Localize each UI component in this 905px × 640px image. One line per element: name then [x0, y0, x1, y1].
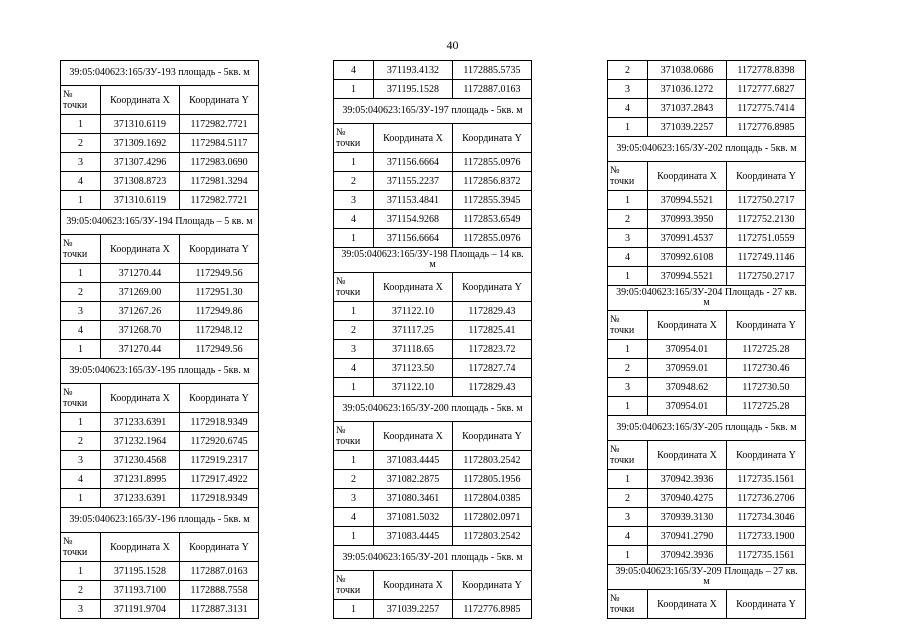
point-number-header: № точки: [334, 124, 374, 153]
table-row: [608, 546, 806, 565]
table-row: [61, 432, 259, 451]
coordinate-y: 1172949.86: [180, 302, 259, 321]
table-row: [61, 581, 259, 600]
coordinate-y: 1172920.6745: [180, 432, 259, 451]
coordinate-y: 1172829.43: [453, 302, 532, 321]
table-header-row: [334, 571, 532, 600]
coordinate-x: 371083.4445: [374, 527, 453, 546]
coordinate-y: 1172777.6827: [727, 80, 806, 99]
table-header-row: [334, 422, 532, 451]
coordinate-x: 371230.4568: [101, 451, 180, 470]
coordinate-y: 1172778.8398: [727, 61, 806, 80]
coordinate-x: 370942.3936: [648, 546, 727, 565]
coordinate-y: 1172775.7414: [727, 99, 806, 118]
coordinate-x-header: Координата X: [648, 162, 727, 191]
coordinate-y: 1172733.1900: [727, 527, 806, 546]
table-row: [61, 470, 259, 489]
coordinate-x: 371156.6664: [374, 153, 453, 172]
coordinate-x: 371118.65: [374, 340, 453, 359]
coordinate-x: 370993.3950: [648, 210, 727, 229]
parcel-caption: 39:05:040623:165/ЗУ-205 площадь - 5кв. м: [608, 416, 806, 441]
coordinate-y: 1172888.7558: [180, 581, 259, 600]
coordinate-y: 1172917.4922: [180, 470, 259, 489]
point-number: 1: [61, 562, 101, 581]
table-row: [608, 397, 806, 416]
table-header-row: [61, 235, 259, 264]
point-number: 3: [608, 508, 648, 527]
point-number: 3: [608, 80, 648, 99]
coordinate-x-header: Координата X: [374, 124, 453, 153]
coordinate-y-header: Координата Y: [180, 533, 259, 562]
table-row: [334, 489, 532, 508]
coordinate-x-header: Координата X: [648, 441, 727, 470]
parcel-caption-row: [61, 210, 259, 235]
parcel-caption: 39:05:040623:165/ЗУ-196 площадь - 5кв. м: [61, 508, 259, 533]
parcel-caption: 39:05:040623:165/ЗУ-200 площадь - 5кв. м: [334, 397, 532, 422]
point-number: 1: [608, 118, 648, 137]
coordinate-x: 371195.1528: [101, 562, 180, 581]
table-header-row: [61, 533, 259, 562]
parcel-caption-row: [608, 286, 806, 311]
point-number: 1: [608, 267, 648, 286]
coordinate-x: 371193.7100: [101, 581, 180, 600]
coordinate-x: 371231.8995: [101, 470, 180, 489]
point-number-header: № точки: [61, 86, 101, 115]
table-row: [608, 267, 806, 286]
point-number-header: № точки: [61, 533, 101, 562]
coordinates-column-1: [60, 60, 258, 619]
point-number-header: № точки: [334, 273, 374, 302]
coordinate-x-header: Координата X: [101, 533, 180, 562]
coordinate-x: 371308.8723: [101, 172, 180, 191]
point-number: 1: [334, 302, 374, 321]
coordinate-y: 1172735.1561: [727, 470, 806, 489]
coordinate-y: 1172949.56: [180, 264, 259, 283]
point-number: 1: [334, 451, 374, 470]
coordinates-column-2: [333, 60, 531, 619]
table-row: [334, 302, 532, 321]
coordinate-x: 371122.10: [374, 302, 453, 321]
table-row: [61, 413, 259, 432]
point-number: 2: [61, 283, 101, 302]
coordinate-y: 1172751.0559: [727, 229, 806, 248]
coordinate-y: 1172885.5735: [453, 61, 532, 80]
parcel-caption-row: [334, 397, 532, 422]
coordinate-x: 371038.0686: [648, 61, 727, 80]
table-row: [334, 508, 532, 527]
coordinate-y: 1172856.8372: [453, 172, 532, 191]
point-number: 1: [334, 80, 374, 99]
table-row: [61, 115, 259, 134]
coordinate-y: 1172725.28: [727, 397, 806, 416]
table-row: [334, 527, 532, 546]
coordinate-x-header: Координата X: [101, 235, 180, 264]
point-number: 4: [61, 321, 101, 340]
point-number: 4: [334, 508, 374, 527]
table-row: [61, 172, 259, 191]
coordinate-x: 371122.10: [374, 378, 453, 397]
coordinate-y: 1172984.5117: [180, 134, 259, 153]
coordinate-x: 371310.6119: [101, 115, 180, 134]
coordinate-y: 1172855.0976: [453, 153, 532, 172]
point-number-header: № точки: [334, 571, 374, 600]
coordinate-y: 1172981.3294: [180, 172, 259, 191]
coordinate-x: 371153.4841: [374, 191, 453, 210]
parcel-caption-row: [334, 99, 532, 124]
point-number: 1: [61, 264, 101, 283]
coordinate-x: 371309.1692: [101, 134, 180, 153]
point-number: 4: [334, 359, 374, 378]
coordinate-x: 371117.25: [374, 321, 453, 340]
table-row: [61, 340, 259, 359]
point-number-header: № точки: [608, 441, 648, 470]
coordinate-y-header: Координата Y: [727, 590, 806, 619]
coordinate-y-header: Координата Y: [727, 441, 806, 470]
coordinate-x: 371270.44: [101, 340, 180, 359]
point-number: 1: [608, 470, 648, 489]
table-row: [334, 600, 532, 619]
point-number: 1: [61, 115, 101, 134]
point-number: 4: [608, 248, 648, 267]
coordinate-y: 1172887.3131: [180, 600, 259, 619]
point-number: 1: [608, 546, 648, 565]
table-row: [608, 118, 806, 137]
coordinate-y: 1172948.12: [180, 321, 259, 340]
table-header-row: [334, 124, 532, 153]
coordinate-y: 1172918.9349: [180, 413, 259, 432]
table-row: [334, 61, 532, 80]
coordinate-y-header: Координата Y: [453, 124, 532, 153]
point-number: 2: [608, 359, 648, 378]
point-number: 4: [61, 172, 101, 191]
table-row: [608, 248, 806, 267]
coordinate-x: 371232.1964: [101, 432, 180, 451]
coordinate-y: 1172734.3046: [727, 508, 806, 527]
table-row: [334, 229, 532, 248]
point-number: 1: [334, 527, 374, 546]
coordinate-x: 371083.4445: [374, 451, 453, 470]
point-number-header: № точки: [61, 235, 101, 264]
coordinate-y: 1172827.74: [453, 359, 532, 378]
point-number: 1: [334, 378, 374, 397]
point-number: 1: [61, 489, 101, 508]
parcel-caption-row: [608, 416, 806, 441]
table-row: [334, 153, 532, 172]
coordinates-table: [60, 60, 259, 619]
coordinate-y-header: Координата Y: [727, 162, 806, 191]
table-header-row: [608, 162, 806, 191]
table-header-row: [61, 86, 259, 115]
coordinate-y: 1172750.2717: [727, 267, 806, 286]
coordinate-y-header: Координата Y: [180, 86, 259, 115]
point-number-header: № точки: [334, 422, 374, 451]
coordinate-x: 371154.9268: [374, 210, 453, 229]
point-number: 3: [334, 489, 374, 508]
point-number: 1: [334, 153, 374, 172]
table-row: [334, 470, 532, 489]
point-number: 1: [608, 191, 648, 210]
table-row: [61, 562, 259, 581]
coordinate-x: 370948.62: [648, 378, 727, 397]
coordinate-x: 371039.2257: [648, 118, 727, 137]
page-number: 40: [446, 38, 459, 52]
point-number: 2: [608, 210, 648, 229]
coordinate-y: 1172803.2542: [453, 451, 532, 470]
parcel-caption: 39:05:040623:165/ЗУ-198 Площадь – 14 кв. м: [334, 248, 532, 273]
coordinate-y: 1172776.8985: [727, 118, 806, 137]
coordinate-y-header: Координата Y: [180, 235, 259, 264]
table-row: [608, 508, 806, 527]
coordinates-table: [607, 60, 806, 619]
coordinate-x-header: Координата X: [648, 590, 727, 619]
coordinates-column-3: [607, 60, 805, 619]
point-number: 3: [334, 191, 374, 210]
coordinate-y: 1172949.56: [180, 340, 259, 359]
coordinate-y: 1172887.0163: [453, 80, 532, 99]
point-number: 3: [608, 229, 648, 248]
point-number: 3: [608, 378, 648, 397]
coordinate-y: 1172735.1561: [727, 546, 806, 565]
coordinate-y: 1172749.1146: [727, 248, 806, 267]
coordinate-y: 1172983.0690: [180, 153, 259, 172]
coordinate-x-header: Координата X: [374, 273, 453, 302]
table-row: [608, 527, 806, 546]
coordinate-x: 370954.01: [648, 397, 727, 416]
parcel-caption-row: [334, 546, 532, 571]
table-header-row: [608, 311, 806, 340]
parcel-caption-row: [608, 565, 806, 590]
parcel-caption: 39:05:040623:165/ЗУ-194 Площадь – 5 кв. м: [61, 210, 259, 235]
point-number: 3: [61, 600, 101, 619]
coordinate-x: 370994.5521: [648, 191, 727, 210]
table-row: [334, 451, 532, 470]
point-number: 1: [334, 229, 374, 248]
table-row: [608, 489, 806, 508]
coordinate-y: 1172804.0385: [453, 489, 532, 508]
point-number-header: № точки: [608, 590, 648, 619]
table-row: [608, 80, 806, 99]
table-row: [61, 600, 259, 619]
coordinate-x: 371082.2875: [374, 470, 453, 489]
point-number: 2: [61, 581, 101, 600]
point-number-header: № точки: [61, 384, 101, 413]
coordinate-y: 1172919.2317: [180, 451, 259, 470]
parcel-caption-row: [334, 248, 532, 273]
coordinate-y: 1172829.43: [453, 378, 532, 397]
coordinate-y-header: Координата Y: [727, 311, 806, 340]
coordinate-y: 1172750.2717: [727, 191, 806, 210]
coordinate-x: 371123.50: [374, 359, 453, 378]
coordinate-x: 371268.70: [101, 321, 180, 340]
coordinate-y: 1172982.7721: [180, 191, 259, 210]
table-row: [608, 340, 806, 359]
parcel-caption: 39:05:040623:165/ЗУ-201 площадь - 5кв. м: [334, 546, 532, 571]
coordinate-x-header: Координата X: [101, 384, 180, 413]
coordinate-x: 370992.6108: [648, 248, 727, 267]
point-number: 4: [334, 61, 374, 80]
coordinate-x-header: Координата X: [374, 422, 453, 451]
coordinate-y: 1172725.28: [727, 340, 806, 359]
coordinate-x-header: Координата X: [101, 86, 180, 115]
coordinate-x: 370954.01: [648, 340, 727, 359]
coordinate-x: 371233.6391: [101, 413, 180, 432]
point-number: 1: [608, 397, 648, 416]
coordinate-x: 371310.6119: [101, 191, 180, 210]
coordinate-x: 371036.1272: [648, 80, 727, 99]
coordinate-x: 370942.3936: [648, 470, 727, 489]
parcel-caption: 39:05:040623:165/ЗУ-195 площадь - 5кв. м: [61, 359, 259, 384]
point-number: 3: [61, 302, 101, 321]
point-number-header: № точки: [608, 162, 648, 191]
coordinate-y: 1172823.72: [453, 340, 532, 359]
coordinate-y: 1172805.1956: [453, 470, 532, 489]
parcel-caption: 39:05:040623:165/ЗУ-209 Площадь – 27 кв. м: [608, 565, 806, 590]
table-row: [61, 283, 259, 302]
table-row: [334, 359, 532, 378]
point-number: 4: [608, 527, 648, 546]
coordinate-y: 1172730.46: [727, 359, 806, 378]
table-row: [61, 153, 259, 172]
coordinate-x: 371191.9704: [101, 600, 180, 619]
point-number: 1: [61, 413, 101, 432]
table-row: [608, 99, 806, 118]
coordinate-y: 1172803.2542: [453, 527, 532, 546]
coordinate-x-header: Координата X: [374, 571, 453, 600]
coordinate-y: 1172802.0971: [453, 508, 532, 527]
point-number: 2: [61, 134, 101, 153]
coordinate-x: 371270.44: [101, 264, 180, 283]
parcel-caption-row: [61, 359, 259, 384]
coordinate-y: 1172730.50: [727, 378, 806, 397]
coordinate-y: 1172752.2130: [727, 210, 806, 229]
table-row: [334, 378, 532, 397]
coordinate-y: 1172776.8985: [453, 600, 532, 619]
coordinate-x: 371233.6391: [101, 489, 180, 508]
coordinate-y: 1172887.0163: [180, 562, 259, 581]
point-number: 2: [334, 321, 374, 340]
parcel-caption: 39:05:040623:165/ЗУ-193 площадь - 5кв. м: [61, 61, 259, 86]
coordinate-x: 371267.26: [101, 302, 180, 321]
coordinate-y: 1172853.6549: [453, 210, 532, 229]
coordinate-x: 371081.5032: [374, 508, 453, 527]
point-number: 1: [608, 340, 648, 359]
table-row: [61, 489, 259, 508]
coordinates-table: [333, 60, 532, 619]
point-number: 4: [61, 470, 101, 489]
point-number: 1: [61, 191, 101, 210]
table-row: [61, 302, 259, 321]
parcel-caption: 39:05:040623:165/ЗУ-204 Площадь - 27 кв. м: [608, 286, 806, 311]
table-row: [608, 61, 806, 80]
point-number: 1: [61, 340, 101, 359]
coordinate-x: 370940.4275: [648, 489, 727, 508]
point-number: 4: [608, 99, 648, 118]
table-row: [334, 172, 532, 191]
coordinate-y-header: Координата Y: [180, 384, 259, 413]
coordinate-x: 371195.1528: [374, 80, 453, 99]
coordinate-x: 371039.2257: [374, 600, 453, 619]
table-row: [608, 470, 806, 489]
coordinate-x: 371037.2843: [648, 99, 727, 118]
point-number: 2: [608, 61, 648, 80]
coordinate-y-header: Координата Y: [453, 422, 532, 451]
point-number: 3: [61, 153, 101, 172]
table-row: [61, 321, 259, 340]
table-row: [608, 191, 806, 210]
coordinate-x: 370959.01: [648, 359, 727, 378]
coordinate-y: 1172736.2706: [727, 489, 806, 508]
table-row: [608, 378, 806, 397]
point-number: 4: [334, 210, 374, 229]
coordinate-x: 371307.4296: [101, 153, 180, 172]
coordinate-x-header: Координата X: [648, 311, 727, 340]
coordinate-x: 371080.3461: [374, 489, 453, 508]
coordinate-x: 371156.6664: [374, 229, 453, 248]
table-row: [61, 191, 259, 210]
coordinate-y: 1172855.0976: [453, 229, 532, 248]
table-row: [61, 134, 259, 153]
table-header-row: [608, 590, 806, 619]
parcel-caption-row: [61, 508, 259, 533]
point-number: 2: [61, 432, 101, 451]
table-row: [608, 210, 806, 229]
coordinate-x: 370994.5521: [648, 267, 727, 286]
table-row: [334, 210, 532, 229]
coordinate-y-header: Координата Y: [453, 571, 532, 600]
coordinate-y-header: Координата Y: [453, 273, 532, 302]
coordinate-x: 370991.4537: [648, 229, 727, 248]
coordinate-y: 1172982.7721: [180, 115, 259, 134]
point-number: 2: [334, 470, 374, 489]
table-header-row: [61, 384, 259, 413]
table-row: [334, 80, 532, 99]
table-row: [334, 321, 532, 340]
table-row: [608, 229, 806, 248]
coordinate-x: 370939.3130: [648, 508, 727, 527]
parcel-caption-row: [61, 61, 259, 86]
point-number-header: № точки: [608, 311, 648, 340]
coordinate-x: 371193.4132: [374, 61, 453, 80]
table-header-row: [608, 441, 806, 470]
point-number: 3: [334, 340, 374, 359]
parcel-caption: 39:05:040623:165/ЗУ-197 площадь - 5кв. м: [334, 99, 532, 124]
point-number: 2: [608, 489, 648, 508]
table-row: [61, 264, 259, 283]
parcel-caption-row: [608, 137, 806, 162]
point-number: 3: [61, 451, 101, 470]
coordinate-y: 1172951.30: [180, 283, 259, 302]
parcel-caption: 39:05:040623:165/ЗУ-202 площадь - 5кв. м: [608, 137, 806, 162]
table-row: [608, 359, 806, 378]
coordinate-y: 1172855.3945: [453, 191, 532, 210]
table-row: [334, 340, 532, 359]
coordinate-y: 1172918.9349: [180, 489, 259, 508]
point-number: 2: [334, 172, 374, 191]
coordinate-x: 371155.2237: [374, 172, 453, 191]
coordinate-x: 371269.00: [101, 283, 180, 302]
coordinate-x: 370941.2790: [648, 527, 727, 546]
table-row: [334, 191, 532, 210]
point-number: 1: [334, 600, 374, 619]
coordinate-y: 1172825.41: [453, 321, 532, 340]
table-row: [61, 451, 259, 470]
table-header-row: [334, 273, 532, 302]
